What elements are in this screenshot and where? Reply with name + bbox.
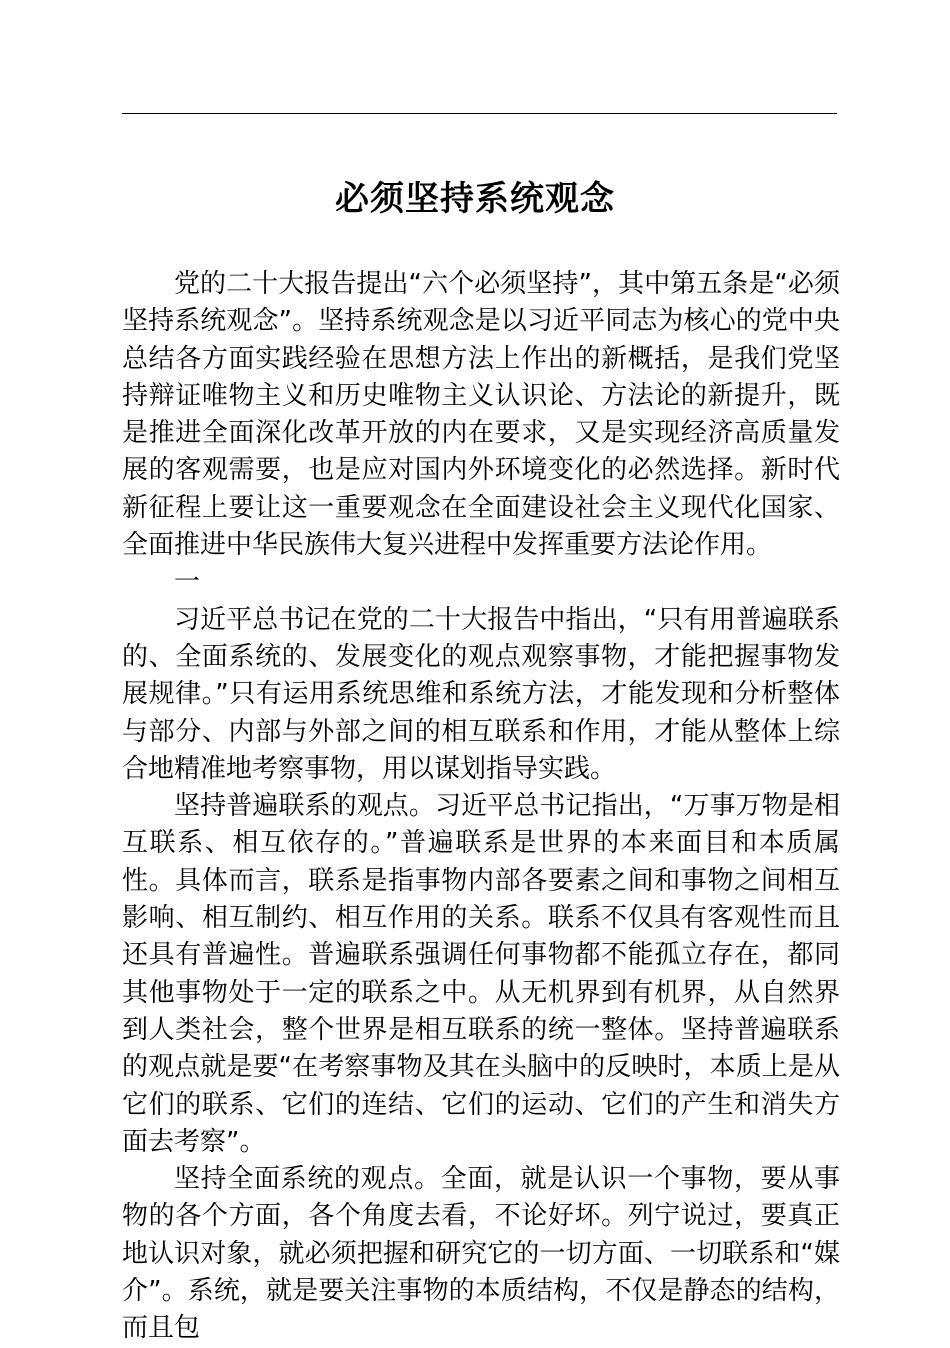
section-number: 一 (174, 567, 201, 598)
page-title: 必须坚持系统观念 (335, 179, 615, 219)
paragraph-intro: 党的二十大报告提出“六个必须坚持”，其中第五条是“必须坚持系统观念”。坚持系统观念是以习近平同志为核心的党中央总结各方面实践经验在思想方法上作出的新概括，是我们党坚持辩证唯物主义和历史唯物主义认识论、方法论的新提升，既是推进全面深化改革开放的内在要求，又是实现经济高质量发展的客观需要，也是应对国内外环境变化的必然选择。新时代新征程上要让这一重要观念在全面建设社会主义现代化国家、全面推进中华民族伟大复兴进程中发挥重要方法论作用。 (122, 269, 840, 561)
document-body (122, 266, 840, 1348)
paragraph-section-1: 习近平总书记在党的二十大报告中指出，“只有用普遍联系的、全面系统的、发展变化的观点观察事物，才能把握事物发展规律。”只有运用系统思维和系统方法，才能发现和分析整体与部分、内部与外部之间的相互联系和作用，才能从整体上综合地精准地考察事物，用以谋划指导实践。 (122, 604, 840, 784)
header-rule (122, 113, 837, 114)
paragraph-comprehensive-system: 坚持全面系统的观点。全面，就是认识一个事物，要从事物的各个方面，各个角度去看，不论好坏。列宁说过，要真正地认识对象，就必须把握和研究它的一切方面、一切联系和“媒介”。系统，就是要关注事物的本质结构，不仅是静态的结构，而且包 (122, 1164, 840, 1344)
paragraph-universal-connection: 坚持普遍联系的观点。习近平总书记指出，“万事万物是相互联系、相互依存的。”普遍联系是世界的本来面目和本质属性。具体而言，联系是指事物内部各要素之间和事物之间相互影响、相互制约、相互作用的关系。联系不仅具有客观性而且还具有普遍性。普遍联系强调任何事物都不能孤立存在，都同其他事物处于一定的联系之中。从无机界到有机界，从自然界到人类社会，整个世界是相互联系的统一整体。坚持普遍联系的观点就是要“在考察事物及其在头脑中的反映时，本质上是从它们的联系、它们的连结、它们的运动、它们的产生和消失方面去考察”。 (122, 791, 840, 1157)
